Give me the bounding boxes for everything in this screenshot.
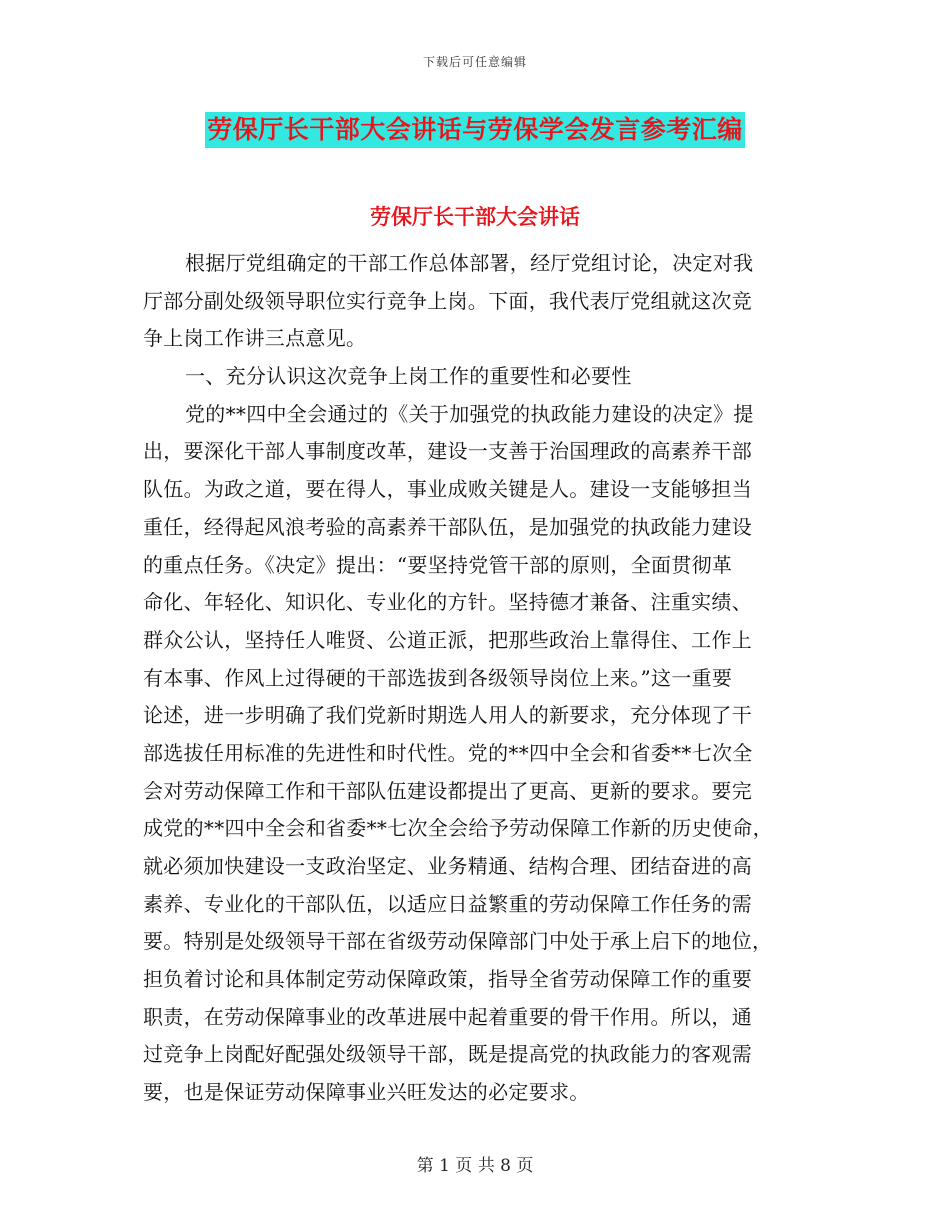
paragraph-line: 担负着讨论和具体制定劳动保障政策，指导全省劳动保障工作的重要 (143, 967, 752, 992)
paragraph-line: 厅部分副处级领导职位实行竞争上岗。下面，我代表厅党组就这次竞 (143, 288, 752, 313)
paragraph-line: 会对劳动保障工作和干部队伍建设都提出了更高、更新的要求。要完 (143, 778, 752, 803)
body-text (143, 245, 805, 1112)
paragraph-line: 要。特别是处级领导干部在省级劳动保障部门中处于承上启下的地位， (143, 929, 773, 954)
main-title-container (0, 112, 950, 148)
paragraph-line: 队伍。为政之道，要在得人，事业成败关键是人。建设一支能够担当 (143, 477, 752, 502)
paragraph-line: 出，要深化干部人事制度改革，建设一支善于治国理政的高素养干部 (143, 439, 752, 464)
document-title: 劳保厅长干部大会讲话与劳保学会发言参考汇编 (205, 112, 745, 148)
paragraph-line: 党的**四中全会通过的《关于加强党的执政能力建设的决定》提 (185, 401, 754, 426)
paragraph-line: 命化、年轻化、知识化、专业化的方针。坚持德才兼备、注重实绩、 (143, 590, 752, 615)
paragraph-line: 就必须加快建设一支政治坚定、业务精通、结构合理、团结奋进的高 (143, 854, 752, 878)
page-header-note: 下载后可任意编辑 (422, 55, 527, 69)
paragraph-line: 素养、专业化的干部队伍，以适应日益繁重的劳动保障工作任务的需 (143, 891, 752, 916)
paragraph-line: 的重点任务。《决定》提出：“要坚持党管干部的原则，全面贯彻革 (143, 552, 733, 577)
paragraph-line: 群众公认，坚持任人唯贤、公道正派，把那些政治上靠得住、工作上 (143, 627, 752, 652)
paragraph-line: 重任，经得起风浪考验的高素养干部队伍，是加强党的执政能力建设 (143, 514, 752, 539)
paragraph-line: 要，也是保证劳动保障事业兴旺发达的必定要求。 (143, 1080, 590, 1105)
paragraph-line: 职责，在劳动保障事业的改革进展中起着重要的骨干作用。所以，通 (143, 1004, 752, 1029)
section-title: 劳保厅长干部大会讲话 (370, 205, 580, 229)
paragraph-line: 根据厅党组确定的干部工作总体部署，经厅党组讨论，决定对我 (185, 251, 754, 275)
heading-line: 一、充分认识这次竞争上岗工作的重要性和必要性 (185, 364, 632, 389)
paragraph-line: 有本事、作风上过得硬的干部选拔到各级领导岗位上来。”这一重要 (143, 665, 733, 690)
paragraph-line: 论述，进一步明确了我们党新时期选人用人的新要求，充分体现了干 (143, 703, 752, 728)
paragraph-line: 部选拔任用标准的先进性和时代性。党的**四中全会和省委**七次全 (143, 740, 753, 765)
paragraph-line: 过竞争上岗配好配强处级领导干部，既是提高党的执政能力的客观需 (143, 1042, 752, 1067)
paragraph-line: 争上岗工作讲三点意见。 (143, 326, 367, 351)
paragraph-line: 成党的**四中全会和省委**七次全会给予劳动保障工作新的历史使命， (143, 816, 773, 841)
page-footer: 第 1 页 共 8 页 (416, 1156, 534, 1176)
